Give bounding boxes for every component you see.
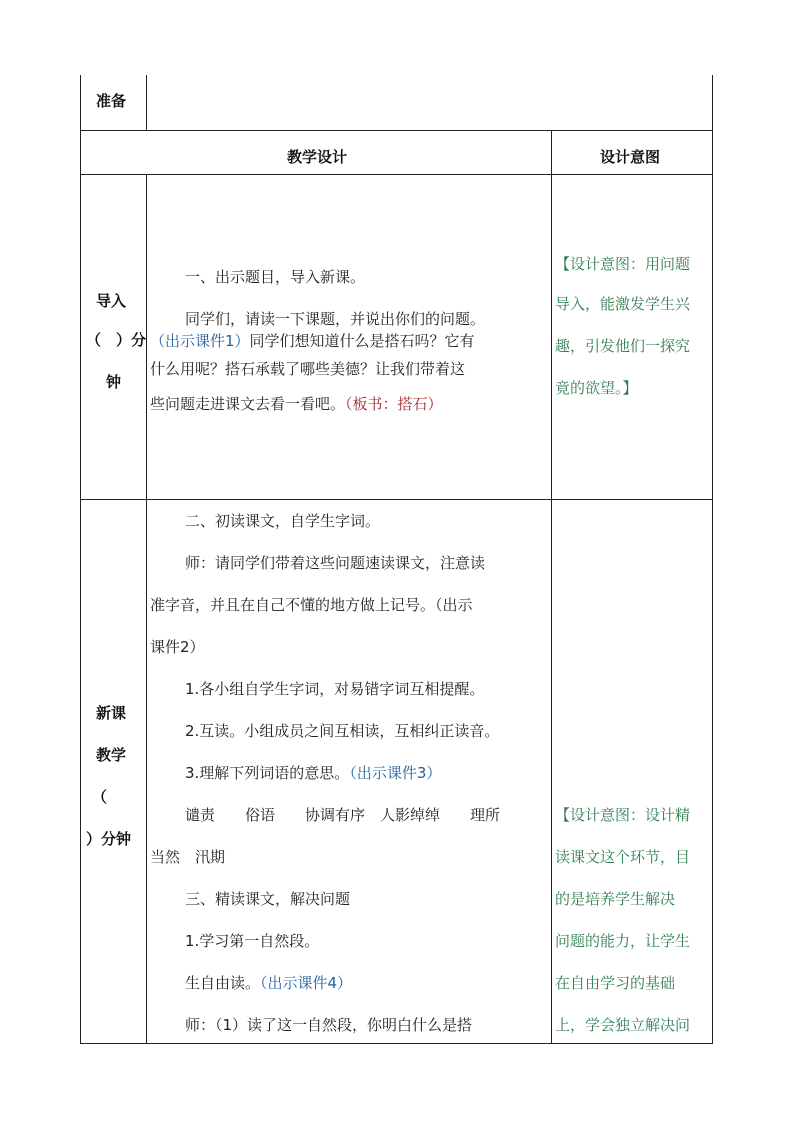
intro-line: 什么用呢？搭石承载了哪些美德？让我们带着这 [150,360,466,378]
new-line: 1.各小组自学生字词，对易错字词互相提醒。 [185,680,485,698]
new-line: 三、精读课文，解决问题 [185,890,351,908]
grid-line [80,499,713,500]
new-line: 谴责 俗语 协调有序 人影绰绰 理所 [185,806,501,824]
intent-header: 设计意图 [600,148,661,166]
new-line: 二、初读课文，自学生字词。 [185,512,381,530]
new-line: 师：（1）读了这一自然段，你明白什么是搭 [185,1016,473,1034]
new-label-line: （ [92,788,108,806]
design-header: 教学设计 [287,148,348,166]
new-intent-line: 问题的能力，让学生 [555,932,691,950]
grid-line [551,130,552,1044]
grid-line [712,75,713,1044]
new-intent-line: 在自由学习的基础 [555,974,676,992]
grid-line [146,75,147,131]
grid-line [80,174,713,175]
grid-line [80,130,713,131]
intro-label-line: 导入 [96,292,127,310]
new-label-line: ）分钟 [86,830,132,848]
new-line: 师：请同学们带着这些问题速读课文，注意读 [185,554,486,572]
new-line: 3.理解下列词语的意思。（出示课件3） [185,764,442,782]
new-line: 课件2） [150,638,205,656]
new-line: 生自由读。（出示课件4） [185,974,353,992]
intro-line: （出示课件1）同学们想知道什么是搭石吗？它有 [150,332,475,350]
new-intent-line: 读课文这个环节，目 [555,848,691,866]
intro-intent-line: 导入，能激发学生兴 [555,295,691,313]
intro-intent-line: 【设计意图：用问题 [555,255,691,273]
intro-label-line: 钟 [106,373,122,391]
intro-line: 一、出示题目，导入新课。 [185,268,366,286]
new-intent-line: 的是培养学生解决 [555,890,676,908]
new-line: 准字音，并且在自己不懂的地方做上记号。（出示 [150,596,473,614]
new-line: 2.互读。小组成员之间互相读，互相纠正读音。 [185,722,500,740]
intro-line: 些问题走进课文去看一看吧。（板书：搭石） [150,395,443,413]
intro-courseware-ref: （出示课件1） [150,332,250,350]
new-line: 1.学习第一自然段。 [185,932,320,950]
prep-label: 准备 [96,92,127,110]
new-line: 当然 汛期 [150,848,226,866]
grid-line [80,75,81,1044]
new-intent-line: 上，学会独立解决问 [555,1016,691,1034]
new-label-line: 新课 [96,704,127,722]
intro-intent-line: 趣，引发他们一探究 [555,337,691,355]
intro-intent-line: 竟的欲望。】 [555,379,638,397]
new-intent-line: 【设计意图：设计精 [555,806,691,824]
intro-line: 同学们，请读一下课题，并说出你们的问题。 [185,310,486,328]
new-courseware-ref: （出示课件4） [260,974,353,992]
intro-board-note: （板书：搭石） [345,395,443,413]
intro-label-line: ）分 [116,331,147,349]
grid-line [146,174,147,1044]
intro-label-line: （ [86,331,102,349]
new-courseware-ref: （出示课件3） [349,764,442,782]
new-label-line: 教学 [96,746,127,764]
